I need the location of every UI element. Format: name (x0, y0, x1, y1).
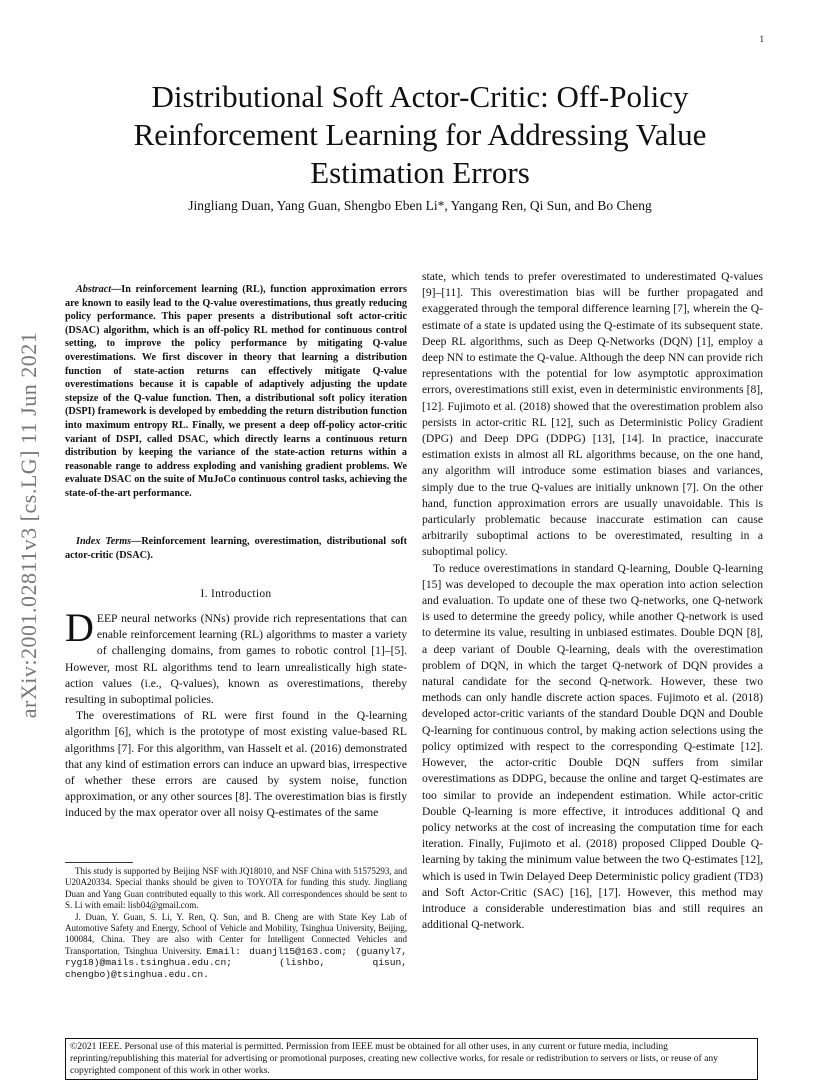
abstract (65, 283, 407, 501)
footnote (65, 866, 407, 980)
right-paragraph-2: To reduce overestimations in standard Q-learning, Double Q-learning [15] was developed to decouple the max operation into action selection and evaluation. To update one of these two Q-networks, one Q-network is used to determine the greedy policy, while another Q-network is used to determine its value, resulting in unbiased estimates. Double DQN [8], a deep variant of Double Q-learning, deals with the overestimation problem of DQN, in which the target Q-network of DQN provides a natural candidate for the second Q-network. However, these two methods can only handle discrete action spaces. Fujimoto et al. (2018) developed actor-critic variants of the standard Double DQN and Double Q-learning for continuous control, by making action selections using the policy optimized with respect to the corresponding Q-estimate [12]. However, the actor-critic Double DQN suffers from similar overestimations as DDPG, because the online and target Q-estimates are too similar to provide an independent estimation. While actor-critic Double Q-learning is more effective, it introduces additional Q and policy networks at the cost of increasing the computation time for each iteration. Finally, Fujimoto et al. (2018) proposed Clipped Double Q-learning by taking the minimum value between the two Q-estimates [12], which is used in Twin Delayed Deep Deterministic policy gradient (TD3) and Soft Actor-Critic (SAC) [16], [17]. However, this method may introduce a considerable underestimation bias and still requires an additional Q-network. (422, 561, 763, 932)
section-title: I. Introduction (200, 588, 272, 600)
footnote-emails: Email: duanjl15@163.com; (guanyl7, ryg18)@mails.tsinghua.edu.cn; (lishbo, qisun, chengbo)@tsinghua.edu.cn. (65, 945, 407, 980)
paper-title: Distributional Soft Actor-Critic: Off-Policy Reinforcement Learning for Addressing Value Estimation Errors (133, 79, 707, 190)
footnote-affiliation: J. Duan, Y. Guan, S. Li, Y. Ren, Q. Sun, and B. Cheng are with State Key Lab of Automotive Safety and Energy, School of Vehicle and Mobility, Tsinghua University, Beijing, 100084, China. They are also with Center for Intelligent Connected Vehicles and Transportation, Tsinghua University. Email: duanjl15@163.com; (guanyl7, ryg18)@mails.tsinghua.edu.cn; (lishbo, qisun, chengbo)@tsinghua.edu.cn. (65, 911, 407, 980)
intro-text (65, 605, 407, 822)
right-paragraph-1: state, which tends to prefer overestimated to underestimated Q-values [9]–[11]. This overestimation bias will be further propagated and exaggerated through the temporal difference learning [7], wherein the Q-estimate of a state is updated using the Q-estimate of its subsequent state. Deep RL algorithms, such as Deep Q-Networks (DQN) [1], employ a deep NN to estimate the Q-value. Although the deep NN can provide rich representations with the potential for low asymptotic approximation errors, overestimations still exist, even in deterministic environments [8], [12]. Fujimoto et al. (2018) showed that the overestimation problem also persists in actor-critic RL [12], such as Deterministic Policy Gradient (DPG) and Deep DPG (DDPG) [13], [14]. In practice, inaccurate estimation exists in almost all RL algorithms because, on the one hand, any algorithm will introduce some estimation biases and variances, simply due to the true Q-values are initially unknown [7]. On the other hand, function approximation errors are usually unavoidable. This is particularly problematic because inaccurate estimation can cause arbitrarily suboptimal actions to be overestimated, resulting in a suboptimal policy. (422, 270, 763, 559)
index-terms-text: —Reinforcement learning, overestimation, distributional soft actor-critic (DSAC). (65, 536, 407, 561)
index-terms-label: Index Terms (76, 536, 132, 547)
intro-paragraph-1: DEEP neural networks (NNs) provide rich representations that can enable reinforcement learning (RL) algorithms to master a variety of challenging domains, from games to robotic control [1]–[5]. However, most RL algorithms tend to learn unrealistically high state-action values (i.e., Q-values), known as overestimations, thereby resulting in suboptimal policies. (65, 605, 407, 707)
arxiv-stamp (16, 290, 42, 760)
copyright-notice: ©2021 IEEE. Personal use of this material is permitted. Permission from IEEE must be obtained for all other uses, in any current or future media, including reprinting/republishing this material for advertising or promotional purposes, creating new collective works, for resale or redistribution to servers or lists, or reuse of any copyrighted component of this work in other works. (65, 1038, 758, 1080)
drop-cap: D (65, 605, 94, 650)
author-list: Jingliang Duan, Yang Guan, Shengbo Eben Li*, Yangang Ren, Qi Sun, and Bo Cheng (188, 198, 652, 213)
arxiv-stamp-text: arXiv:2001.02811v3 [cs.LG] 11 Jun 2021 (16, 331, 41, 719)
footnote-rule (65, 862, 133, 863)
page-number: 1 (759, 34, 764, 44)
index-terms (65, 535, 407, 562)
intro-paragraph-2: The overestimations of RL were first found in the Q-learning algorithm [6], which is the prototype of most existing value-based RL algorithms [7]. For this algorithm, van Hasselt et al. (2016) demonstrated that any kind of estimation errors can induce an upward bias, irrespective of whether these errors are caused by system noise, function approximation, or any other sources [8]. The overestimation bias is firstly induced by the max operator over all noisy Q-estimates of the same (65, 709, 407, 820)
abstract-text: —In reinforcement learning (RL), function approximation errors are known to easily lead to the Q-value overestimations, thus greatly reducing policy performance. This paper presents a distributional soft actor-critic (DSAC) algorithm, which is an off-policy RL method for continuous control setting, to improve the policy performance by mitigating Q-value overestimations. We first discover in theory that learning a distribution function of state-action returns can effectively mitigate Q-value overestimations because it is capable of adaptively adjusting the update stepsize of the Q-value function. Then, a distributional soft policy iteration (DSPI) framework is developed by embedding the return distribution function into maximum entropy RL. Finally, we present a deep off-policy actor-critic variant of DSPI, called DSAC, which directly learns a continuous return distribution by keeping the variance of the state-action returns within a reasonable range to address exploding and vanishing gradient problems. We evaluate DSAC on the suite of MuJoCo continuous control tasks, achieving the state-of-the-art performance. (65, 284, 407, 499)
section-heading (65, 588, 407, 600)
right-column-text (422, 269, 763, 933)
abstract-label: Abstract (76, 284, 112, 295)
footnote-funding: This study is supported by Beijing NSF with JQ18010, and NSF China with 51575293, and U20A20334. Special thanks should be given to TOYOTA for funding this study. Jingliang Duan and Yang Guan contributed equally to this work. All correspondences should be sent to S. Li with email: lisb04@gmail.com. (65, 866, 407, 911)
